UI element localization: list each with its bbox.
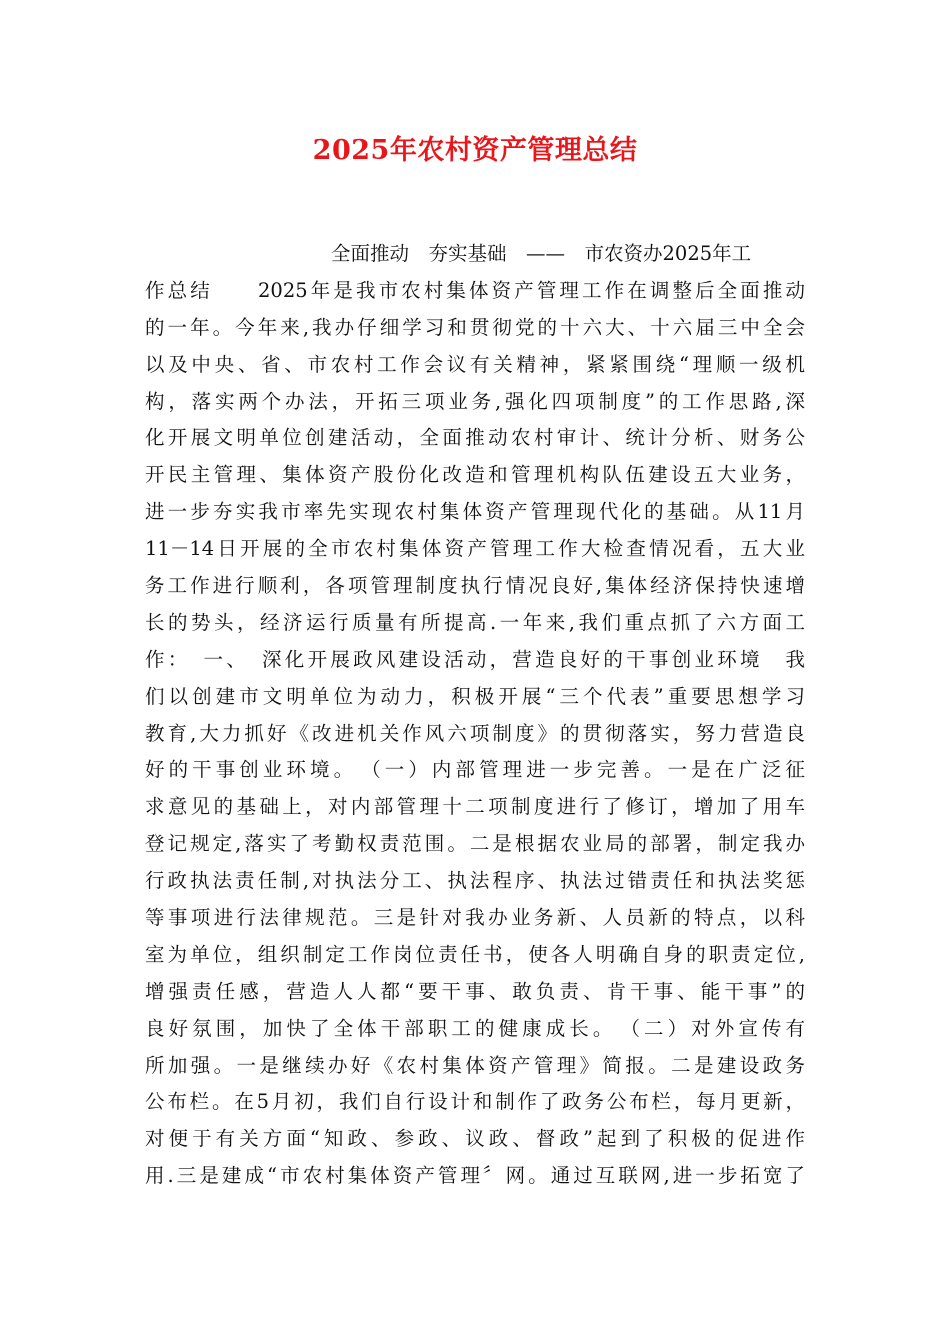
body-line: 室为单位，组织制定工作岗位责任书，使各人明确自身的职责定位, [145, 942, 805, 966]
body-line: 公布栏。在5月初，我们自行设计和制作了政务公布栏，每月更新， [145, 1090, 805, 1114]
body-line: 好的干事创业环境。 （一）内部管理进一步完善。一是在广泛征 [145, 758, 805, 782]
body-line: 作总结 2025年是我市农村集体资产管理工作在调整后全面推动 [145, 278, 805, 302]
body-line: 作： 一、 深化开展政风建设活动，营造良好的干事创业环境 我 [145, 647, 805, 671]
body-line: 用.三是建成“市农村集体资产管理〞网。通过互联网,进一步拓宽了 [145, 1164, 805, 1188]
body-line: 对便于有关方面“知政、参政、议政、督政”起到了积极的促进作 [145, 1127, 805, 1151]
body-line: 行政执法责任制,对执法分工、执法程序、执法过错责任和执法奖惩 [145, 869, 805, 893]
body-line: 等事项进行法律规范。三是针对我办业务新、人员新的特点，以科 [145, 906, 805, 930]
body-line: 构，落实两个办法，开拓三项业务,强化四项制度”的工作思路,深 [145, 389, 805, 413]
body-line: 开民主管理、集体资产股份化改造和管理机构队伍建设五大业务， [145, 463, 805, 487]
body-line: 良好氛围，加快了全体干部职工的健康成长。 （二）对外宣传有 [145, 1016, 805, 1040]
body-line: 教育,大力抓好《改进机关作风六项制度》的贯彻落实，努力营造良 [145, 721, 805, 745]
body-line: 所加强。一是继续办好《农村集体资产管理》简报。二是建设政务 [145, 1053, 805, 1077]
body-line: 的一年。今年来,我办仔细学习和贯彻党的十六大、十六届三中全会 [145, 315, 805, 339]
body-line: 长的势头，经济运行质量有所提高.一年来,我们重点抓了六方面工 [145, 610, 805, 634]
body-line: 进一步夯实我市率先实现农村集体资产管理现代化的基础。从11月 [145, 500, 805, 524]
body-line: 以及中央、省、市农村工作会议有关精神，紧紧围绕“理顺一级机 [145, 352, 805, 376]
body-line: 全面推动 夯实基础 —— 市农资办2025年工 [331, 242, 752, 265]
document-title: 2025年农村资产管理总结 [312, 135, 638, 166]
body-line: 们以创建市文明单位为动力，积极开展“三个代表”重要思想学习 [145, 684, 805, 708]
body-line: 增强责任感，营造人人都“要干事、敢负责、肯干事、能干事”的 [145, 979, 805, 1003]
body-line: 化开展文明单位创建活动，全面推动农村审计、统计分析、财务公 [145, 426, 805, 450]
body-line: 登记规定,落实了考勤权责范围。二是根据农业局的部署，制定我办 [145, 832, 805, 856]
body-line: 求意见的基础上，对内部管理十二项制度进行了修订，增加了用车 [145, 795, 805, 819]
body-line: 务工作进行顺利，各项管理制度执行情况良好,集体经济保持快速增 [145, 574, 805, 598]
body-line: 11－14日开展的全市农村集体资产管理工作大检查情况看，五大业 [145, 537, 805, 561]
document-body [145, 236, 805, 1195]
